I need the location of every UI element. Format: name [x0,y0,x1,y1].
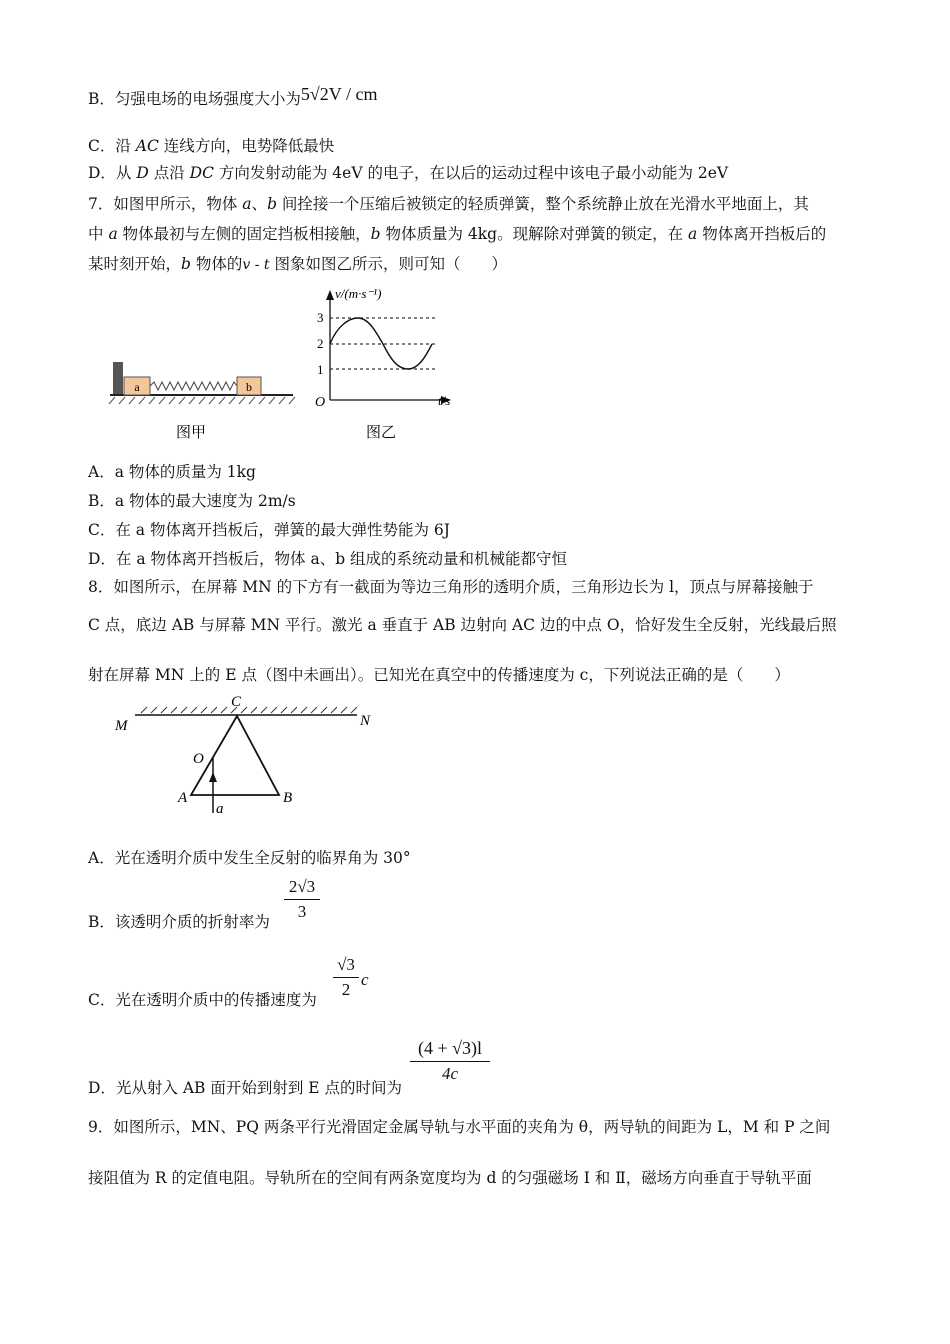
origin-label: O [315,395,326,410]
label-b-vertex: B [283,790,293,806]
label-a-vertex: A [178,790,188,806]
label-n: N [360,713,371,729]
tick-1: 1 [317,362,324,377]
q8-option-c: C．光在透明介质中的传播速度为 [88,991,317,1009]
figure-8 [105,688,385,818]
q7-stem-line3: 某时刻开始，b 物体的v - t 图象如图乙所示，则可知（ ） [88,255,507,273]
q7-stem-line2: 中 a 物体最初与左侧的固定挡板相接触，b 物体质量为 4kg。现解除对弹簧的锁定，在 a 物体离开挡板后的 [88,225,827,243]
q8-option-d: D．光从射入 AB 面开始到射到 E 点的时间为 [88,1079,403,1097]
fixed-stop [113,362,123,394]
block-b-label: b [246,380,252,394]
label-laser-a: a [216,801,224,817]
figure-jia-label: 图甲 [175,423,207,441]
q8-b-fraction: 2√3 3 [284,877,320,922]
q9-stem-line2: 接阻值为 R 的定值电阻。导轨所在的空间有两条宽度均为 d 的匀强磁场 Ⅰ 和 Ⅱ，磁场方向垂直于导轨平面 [88,1169,812,1187]
v-axis-label: v/(m·s⁻¹) [335,286,382,301]
q7-option-d: D．在 a 物体离开挡板后，物体 a、b 组成的系统动量和机械能都守恒 [88,550,568,568]
q6-option-c: C．沿 AC 连线方向，电势降低最快 [88,137,335,155]
q6-option-d: D．从 D 点沿 DC 方向发射动能为 4eV 的电子，在以后的运动过程中该电子最小动能为 2eV [88,164,729,182]
label-c: C [231,694,242,710]
figure-yi [315,286,451,441]
q7-option-b: B．a 物体的最大速度为 2m/s [88,492,296,510]
q8-stem-line1: 8．如图所示，在屏幕 MN 的下方有一截面为等边三角形的透明介质，三角形边长为 l，顶点与屏幕接触于 [88,578,814,596]
q7-option-a: A．a 物体的质量为 1kg [88,463,256,481]
tick-2: 2 [317,336,324,351]
q6-option-b: B．匀强电场的电场强度大小为5√2V / cm [88,84,378,108]
label-o: O [193,751,204,767]
q8-stem-line2: C 点，底边 AB 与屏幕 MN 平行。激光 a 垂直于 AB 边射向 AC 边的中点 O，恰好发生全反射，光线最后照 [88,616,837,634]
field-strength-formula: 5√2V / cm [300,84,378,104]
tick-3: 3 [317,310,324,325]
label-m: M [115,718,128,734]
figure-jia [109,362,295,441]
q8-option-a: A．光在透明介质中发生全反射的临界角为 30° [88,849,411,867]
q8-c-fraction: √3 2 [333,955,359,1000]
triangle-abc [191,716,279,795]
q8-stem-line3: 射在屏幕 MN 上的 E 点（图中未画出）。已知光在真空中的传播速度为 c，下列说法正确的是（ ） [88,666,790,684]
t-axis-label: t/s [438,393,451,408]
q9-stem-line1: 9．如图所示，MN、PQ 两条平行光滑固定金属导轨与水平面的夹角为 θ，两导轨的间距为 L，M 和 P 之间 [88,1118,831,1136]
figure-yi-label: 图乙 [365,423,397,441]
q8-option-b: B．该透明介质的折射率为 [88,913,270,931]
q8-c-tail: c [361,970,369,989]
q7-stem-line1: 7．如图甲所示，物体 a、b 间拴接一个压缩后被锁定的轻质弹簧，整个系统静止放在光滑水平地面上，其 [88,195,809,213]
q8-d-fraction: (4 + √3)l 4c [410,1038,490,1084]
q7-option-c: C．在 a 物体离开挡板后，弹簧的最大弹性势能为 6J [88,521,450,539]
figure-7 [105,280,475,450]
block-a-label: a [134,380,140,394]
spring [150,382,237,390]
